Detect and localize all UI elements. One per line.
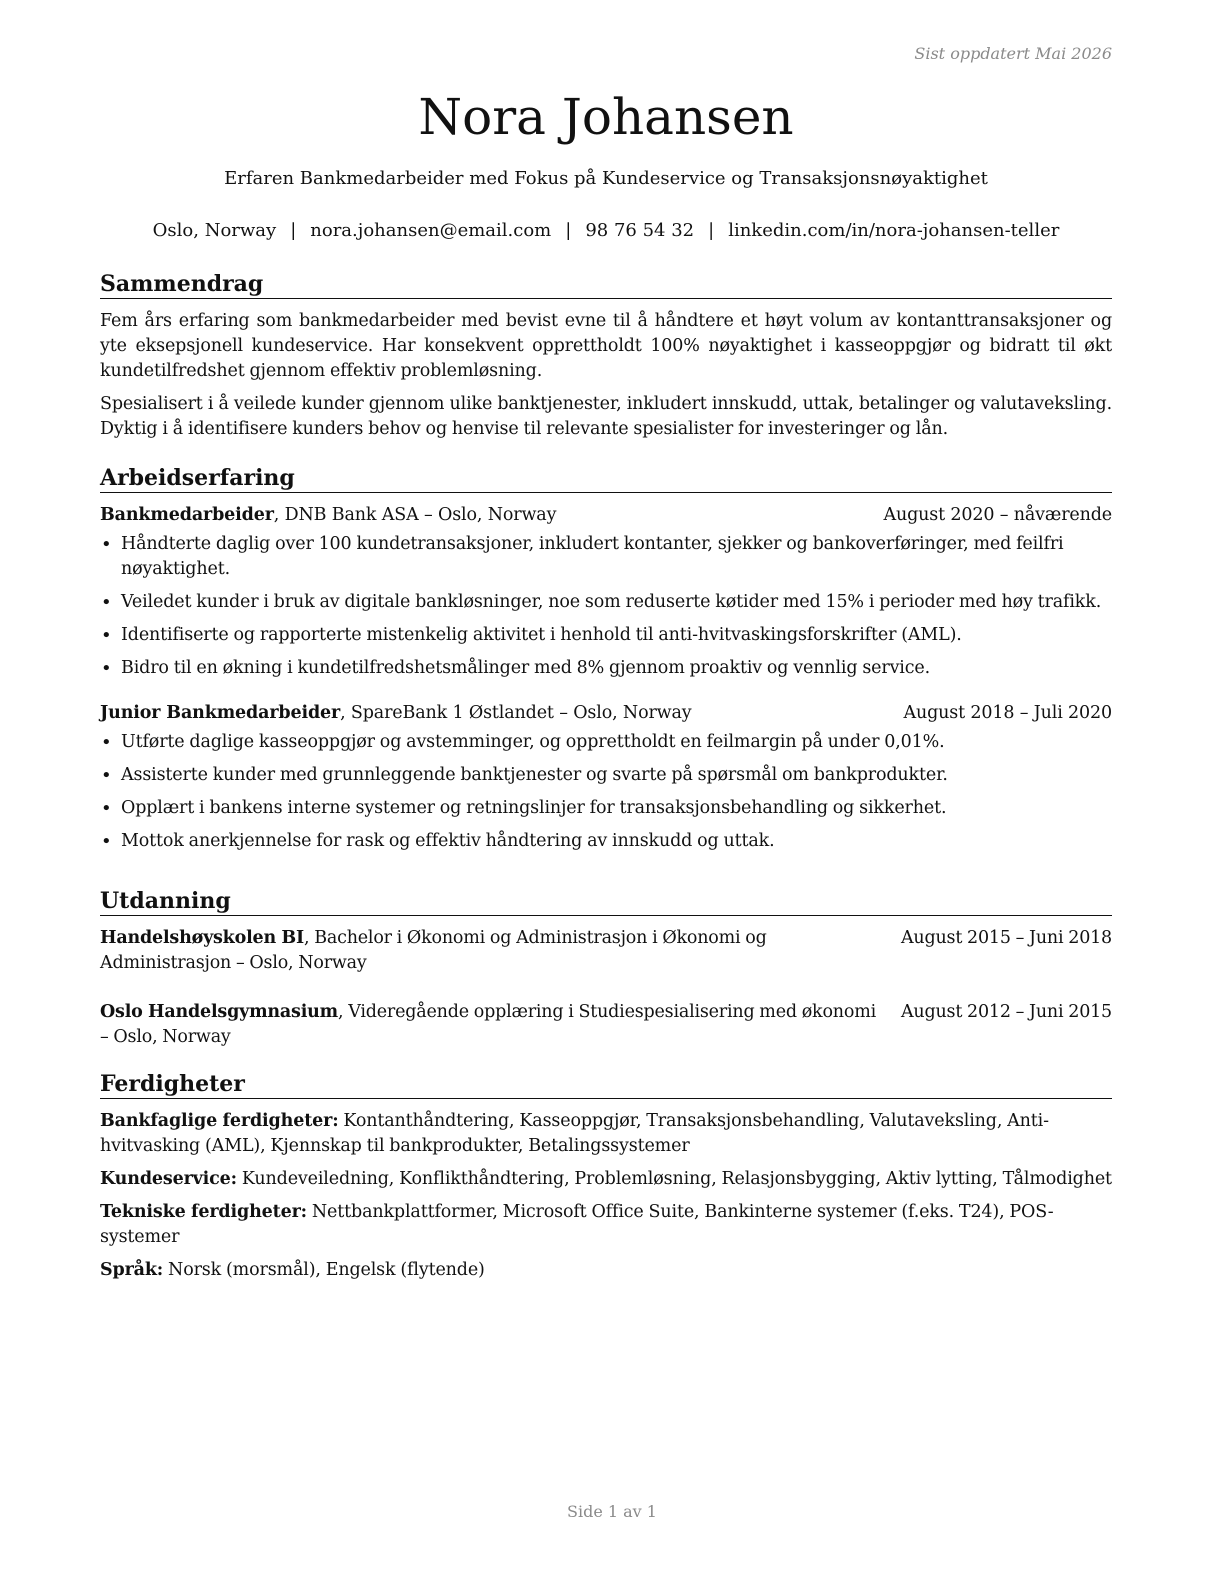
skill-row [100, 1167, 1112, 1192]
job-bullet: • Veiledet kunder i bruk av digitale bankløsninger, noe som reduserte køtider med 15% i perioder med høy trafikk. [100, 590, 1112, 615]
education-dates: August 2015 – Juni 2018 [900, 928, 1112, 948]
skill-row [100, 1258, 1112, 1283]
skill-label: Kundeservice: [100, 1169, 237, 1189]
skill-row [100, 1109, 1112, 1159]
summary-paragraph: Spesialisert i å veilede kunder gjennom ulike banktjenester, inkludert innskudd, uttak, betalinger og valutaveksling. Dyktig i å identifisere kunders behov og henvise til relevante spesialister for investeringer og lån. [100, 394, 1112, 439]
contact-separator: | [565, 220, 572, 241]
skill-label: Tekniske ferdigheter: [100, 1202, 307, 1222]
job-bullet: • Assisterte kunder med grunnleggende banktjenester og svarte på spørsmål om bankprodukter. [100, 763, 1112, 788]
education-school: Oslo Handelsgymnasium [100, 1002, 339, 1022]
skills-section [100, 1070, 1112, 1291]
education-dates: August 2012 – Juni 2015 [900, 1002, 1112, 1022]
contact-line [100, 219, 1112, 243]
job-role: Junior Bankmedarbeider [100, 703, 341, 723]
job-bullet: • Bidro til en økning i kundetilfredshetsmålinger med 8% gjennom proaktiv og vennlig service. [100, 656, 1112, 681]
contact-separator: | [708, 220, 715, 241]
job-dates: August 2018 – Juli 2020 [903, 703, 1112, 723]
skill-value: Kundeveiledning, Konflikthåndtering, Problemløsning, Relasjonsbygging, Aktiv lytting, Tålmodighet [236, 1169, 1112, 1189]
job-org: , SpareBank 1 Østlandet – Oslo, Norway [340, 703, 692, 723]
skill-value: Kontanthåndtering, Kasseoppgjør, Transaksjonsbehandling, Valutaveksling, Anti-hvitvasking (AML), Kjennskap til bankprodukter, Betalingssystemer [100, 1111, 1049, 1156]
contact-separator: | [290, 220, 297, 241]
job-bullet: • Utførte daglige kasseoppgjør og avstemminger, og opprettholdt en feilmargin på under 0,01%. [100, 730, 1112, 755]
contact-linkedin[interactable]: linkedin.com/in/nora-johansen-teller [728, 220, 1060, 241]
education-detail: , Videregående opplæring i Studiespesialisering med økonomi – Oslo, Norway [100, 1002, 876, 1047]
skill-label: Bankfaglige ferdigheter: [100, 1111, 339, 1131]
job-org: , DNB Bank ASA – Oslo, Norway [273, 505, 557, 525]
page-number: Side 1 av 1 [567, 1502, 657, 1521]
job-bullet: • Håndterte daglig over 100 kundetransaksjoner, inkludert kontanter, sjekker og bankoverføringer, med feilfri nøyaktighet. [100, 532, 1112, 582]
candidate-name: Nora Johansen [418, 88, 794, 146]
contact-email[interactable]: nora.johansen@email.com [310, 220, 552, 241]
job-role: Bankmedarbeider [100, 505, 274, 525]
experience-section [100, 464, 1112, 862]
skill-value: Norsk (morsmål), Engelsk (flytende) [163, 1260, 485, 1280]
section-title-skills: Ferdigheter [100, 1070, 1112, 1099]
contact-phone: 98 76 54 32 [585, 220, 695, 241]
education-entry [100, 1000, 1112, 1050]
skill-label: Språk: [100, 1260, 164, 1280]
job-bullet: • Mottok anerkjennelse for rask og effektiv håndtering av innskudd og uttak. [100, 829, 1112, 854]
section-title-summary: Sammendrag [100, 270, 1112, 299]
skill-row [100, 1200, 1112, 1250]
section-title-experience: Arbeidserfaring [100, 464, 1112, 493]
job-bullet: • Opplært i bankens interne systemer og retningslinjer for transaksjonsbehandling og sikkerhet. [100, 796, 1112, 821]
education-school: Handelshøyskolen BI [100, 928, 304, 948]
education-section [100, 887, 1112, 1074]
job-entry [100, 503, 1112, 681]
job-entry [100, 701, 1112, 854]
headline: Erfaren Bankmedarbeider med Fokus på Kundeservice og Transaksjonsnøyaktighet [224, 168, 988, 189]
contact-location: Oslo, Norway [152, 220, 277, 241]
summary-section [100, 270, 1112, 450]
section-title-education: Utdanning [100, 887, 1112, 916]
job-dates: August 2020 – nåværende [883, 505, 1112, 525]
education-entry [100, 926, 1112, 976]
skill-value: Nettbankplattformer, Microsoft Office Suite, Bankinterne systemer (f.eks. T24), POS-systemer [100, 1202, 1054, 1247]
education-detail: , Bachelor i Økonomi og Administrasjon i Økonomi og Administrasjon – Oslo, Norway [100, 928, 767, 973]
job-bullet: • Identifiserte og rapporterte mistenkelig aktivitet i henhold til anti-hvitvaskingsforskrifter (AML). [100, 623, 1112, 648]
last-updated: Sist oppdatert Mai 2026 [914, 44, 1112, 63]
summary-paragraph: Fem års erfaring som bankmedarbeider med bevist evne til å håndtere et høyt volum av kontanttransaksjoner og yte eksepsjonell kundeservice. Har konsekvent opprettholdt 100% nøyaktighet i kasseoppgjør og bidratt til økt kundetilfredshet gjennom effektiv problemløsning. [100, 311, 1112, 381]
